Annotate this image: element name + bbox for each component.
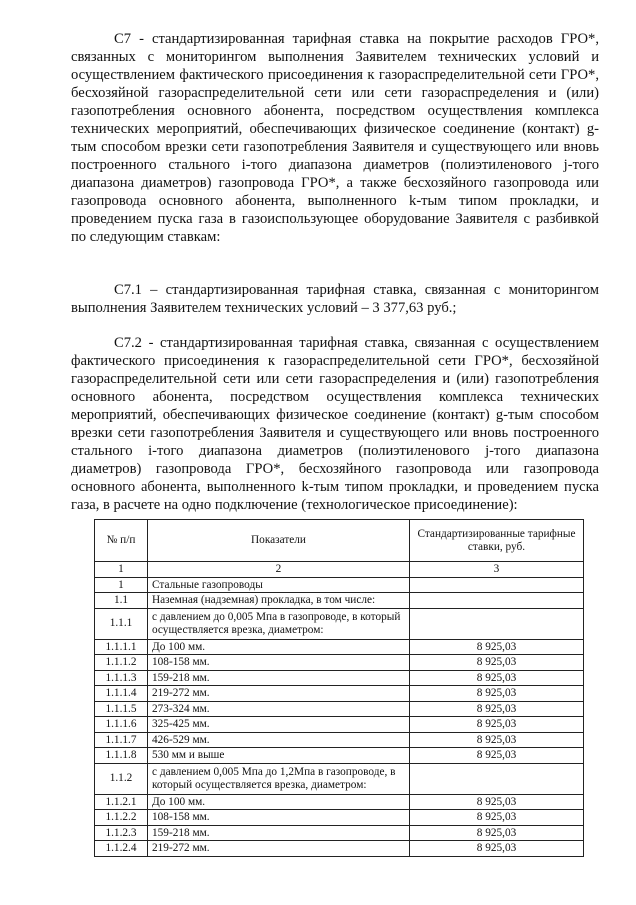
column-number-2: 2 bbox=[148, 562, 410, 578]
row-number: 1.1.2.4 bbox=[95, 841, 148, 857]
row-number: 1.1.1.5 bbox=[95, 701, 148, 717]
row-number: 1.1 bbox=[95, 593, 148, 609]
table-row bbox=[95, 825, 584, 841]
table-row bbox=[95, 763, 584, 794]
row-label: 530 мм и выше bbox=[148, 748, 410, 764]
row-value bbox=[410, 593, 584, 609]
row-number: 1.1.2 bbox=[95, 763, 148, 794]
row-number: 1.1.2.2 bbox=[95, 810, 148, 826]
row-value: 8 925,03 bbox=[410, 717, 584, 733]
table-header-row bbox=[95, 520, 584, 562]
row-label: 219-272 мм. bbox=[148, 841, 410, 857]
paragraph-c7-2 bbox=[71, 334, 599, 514]
row-number: 1.1.1.3 bbox=[95, 670, 148, 686]
row-value: 8 925,03 bbox=[410, 670, 584, 686]
header-number: № п/п bbox=[95, 520, 148, 562]
row-value bbox=[410, 608, 584, 639]
table-row bbox=[95, 608, 584, 639]
table-row bbox=[95, 577, 584, 593]
table-row bbox=[95, 655, 584, 671]
table-row bbox=[95, 732, 584, 748]
row-value bbox=[410, 577, 584, 593]
row-number: 1 bbox=[95, 577, 148, 593]
column-number-row bbox=[95, 562, 584, 578]
row-value: 8 925,03 bbox=[410, 810, 584, 826]
row-value: 8 925,03 bbox=[410, 655, 584, 671]
row-value: 8 925,03 bbox=[410, 701, 584, 717]
row-value: 8 925,03 bbox=[410, 686, 584, 702]
row-label: 108-158 мм. bbox=[148, 655, 410, 671]
row-number: 1.1.2.3 bbox=[95, 825, 148, 841]
table-row bbox=[95, 670, 584, 686]
row-value bbox=[410, 763, 584, 794]
column-number-3: 3 bbox=[410, 562, 584, 578]
row-label: Наземная (надземная) прокладка, в том числе: bbox=[148, 593, 410, 609]
row-number: 1.1.1.6 bbox=[95, 717, 148, 733]
row-value: 8 925,03 bbox=[410, 639, 584, 655]
row-value: 8 925,03 bbox=[410, 825, 584, 841]
row-label: с давлением до 0,005 Мпа в газопроводе, в который осуществляется врезка, диаметром: bbox=[148, 608, 410, 639]
paragraph-c7-text: С7 - стандартизированная тарифная ставка на покрытие расходов ГРО*, связанных с мониторингом выполнения Заявителем технических условий и осуществлением фактического присоединения к газораспределительной сети ГРО*, бесхозяйной газораспределительной сети или сети газораспределения и (или) газопотребления основного абонента, посредством осуществления комплекса технических мероприятий, обеспечивающих физическое соединение (контакт) g-тым способом врезки сети газопотребления Заявителя и существующего или вновь построенного стального i-того диапазона диаметров (полиэтиленового j-того диапазона диаметров) газопровода ГРО*, а также бесхозяйного газопровода или газопровода основного абонента, выполненного k-тым типом прокладки, и проведением пуска газа в газоиспользующее оборудование Заявителя с разбивкой по следующим ставкам: bbox=[71, 31, 599, 245]
paragraph-c7 bbox=[71, 30, 599, 246]
row-value: 8 925,03 bbox=[410, 794, 584, 810]
table-row bbox=[95, 794, 584, 810]
row-label: 273-324 мм. bbox=[148, 701, 410, 717]
header-rates: Стандартизированные тарифные ставки, руб. bbox=[410, 520, 584, 562]
rates-table bbox=[94, 519, 584, 857]
paragraph-c7-1-text: С7.1 – стандартизированная тарифная ставка, связанная с мониторингом выполнения Заявителем технических условий – 3 377,63 руб.; bbox=[71, 282, 599, 316]
table-row bbox=[95, 639, 584, 655]
table-row bbox=[95, 701, 584, 717]
row-label: До 100 мм. bbox=[148, 639, 410, 655]
row-label: 159-218 мм. bbox=[148, 670, 410, 686]
row-value: 8 925,03 bbox=[410, 732, 584, 748]
row-label: 159-218 мм. bbox=[148, 825, 410, 841]
row-label: с давлением 0,005 Мпа до 1,2Мпа в газопроводе, в который осуществляется врезка, диаметром: bbox=[148, 763, 410, 794]
row-number: 1.1.1.4 bbox=[95, 686, 148, 702]
row-label: 325-425 мм. bbox=[148, 717, 410, 733]
row-label: Стальные газопроводы bbox=[148, 577, 410, 593]
row-number: 1.1.2.1 bbox=[95, 794, 148, 810]
row-label: До 100 мм. bbox=[148, 794, 410, 810]
table-row bbox=[95, 686, 584, 702]
row-value: 8 925,03 bbox=[410, 748, 584, 764]
row-number: 1.1.1.1 bbox=[95, 639, 148, 655]
header-indicators: Показатели bbox=[148, 520, 410, 562]
table-row bbox=[95, 748, 584, 764]
column-number-1: 1 bbox=[95, 562, 148, 578]
row-number: 1.1.1.2 bbox=[95, 655, 148, 671]
row-number: 1.1.1 bbox=[95, 608, 148, 639]
paragraph-c7-2-text: С7.2 - стандартизированная тарифная ставка, связанная с осуществлением фактического присоединения к газораспределительной сети ГРО*, бесхозяйной газораспределительной сети или сети газораспределения и (или) газопотребления основного абонента, посредством осуществления комплекса технических мероприятий, обеспечивающих физическое соединение (контакт) g-тым способом врезки сети газопотребления Заявителя и существующего или вновь построенного стального i-того диапазона диаметров (полиэтиленового j-того диапазона диаметров) газопровода ГРО*, бесхозяйного газопровода или газопровода основного абонента, выполненного k-тым типом прокладки, и проведением пуска газа, в расчете на одно подключение (технологическое присоединение): bbox=[71, 335, 599, 513]
row-label: 219-272 мм. bbox=[148, 686, 410, 702]
row-label: 426-529 мм. bbox=[148, 732, 410, 748]
table-row bbox=[95, 810, 584, 826]
table-row bbox=[95, 841, 584, 857]
row-value: 8 925,03 bbox=[410, 841, 584, 857]
row-number: 1.1.1.7 bbox=[95, 732, 148, 748]
row-label: 108-158 мм. bbox=[148, 810, 410, 826]
row-number: 1.1.1.8 bbox=[95, 748, 148, 764]
table-row bbox=[95, 593, 584, 609]
paragraph-c7-1 bbox=[71, 281, 599, 317]
table-row bbox=[95, 717, 584, 733]
